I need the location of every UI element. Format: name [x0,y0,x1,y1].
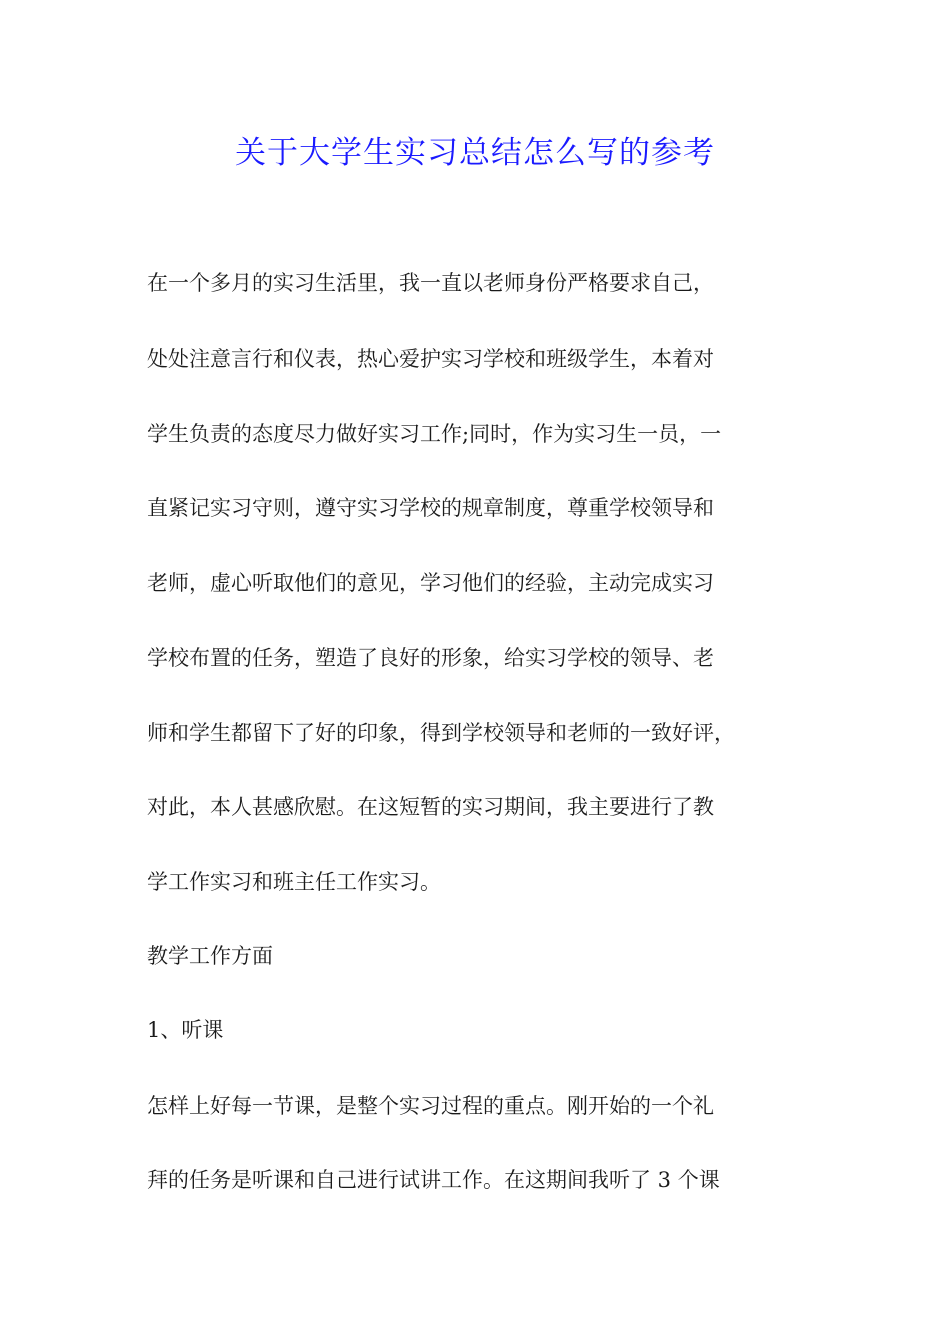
body-line-2: 处处注意言行和仪表，热心爱护实习学校和班级学生，本着对 [147,347,714,371]
body-line-8: 对此，本人甚感欣慰。在这短暂的实习期间，我主要进行了教 [147,795,714,819]
document-title: 关于大学生实习总结怎么写的参考 [235,135,715,171]
subheading-listening: 1、听课 [147,1018,224,1042]
body-line-6: 学校布置的任务，塑造了良好的形象，给实习学校的领导、老 [147,646,714,670]
body-line-4: 直紧记实习守则，遵守实习学校的规章制度，尊重学校领导和 [147,496,714,520]
body-line-7: 师和学生都留下了好的印象，得到学校领导和老师的一致好评， [147,721,735,745]
body-line-3: 学生负责的态度尽力做好实习工作;同时，作为实习生一员，一 [147,422,722,446]
section-heading-teaching: 教学工作方面 [147,944,273,968]
body-line-9: 学工作实习和班主任工作实习。 [147,870,441,894]
body-line-12: 怎样上好每一节课，是整个实习过程的重点。刚开始的一个礼 [147,1094,714,1118]
body-line-5: 老师，虚心听取他们的意见，学习他们的经验，主动完成实习 [147,571,714,595]
body-line-1: 在一个多月的实习生活里，我一直以老师身份严格要求自己， [147,271,714,295]
body-line-13: 拜的任务是听课和自己进行试讲工作。在这期间我听了 3 个课 [147,1168,720,1192]
